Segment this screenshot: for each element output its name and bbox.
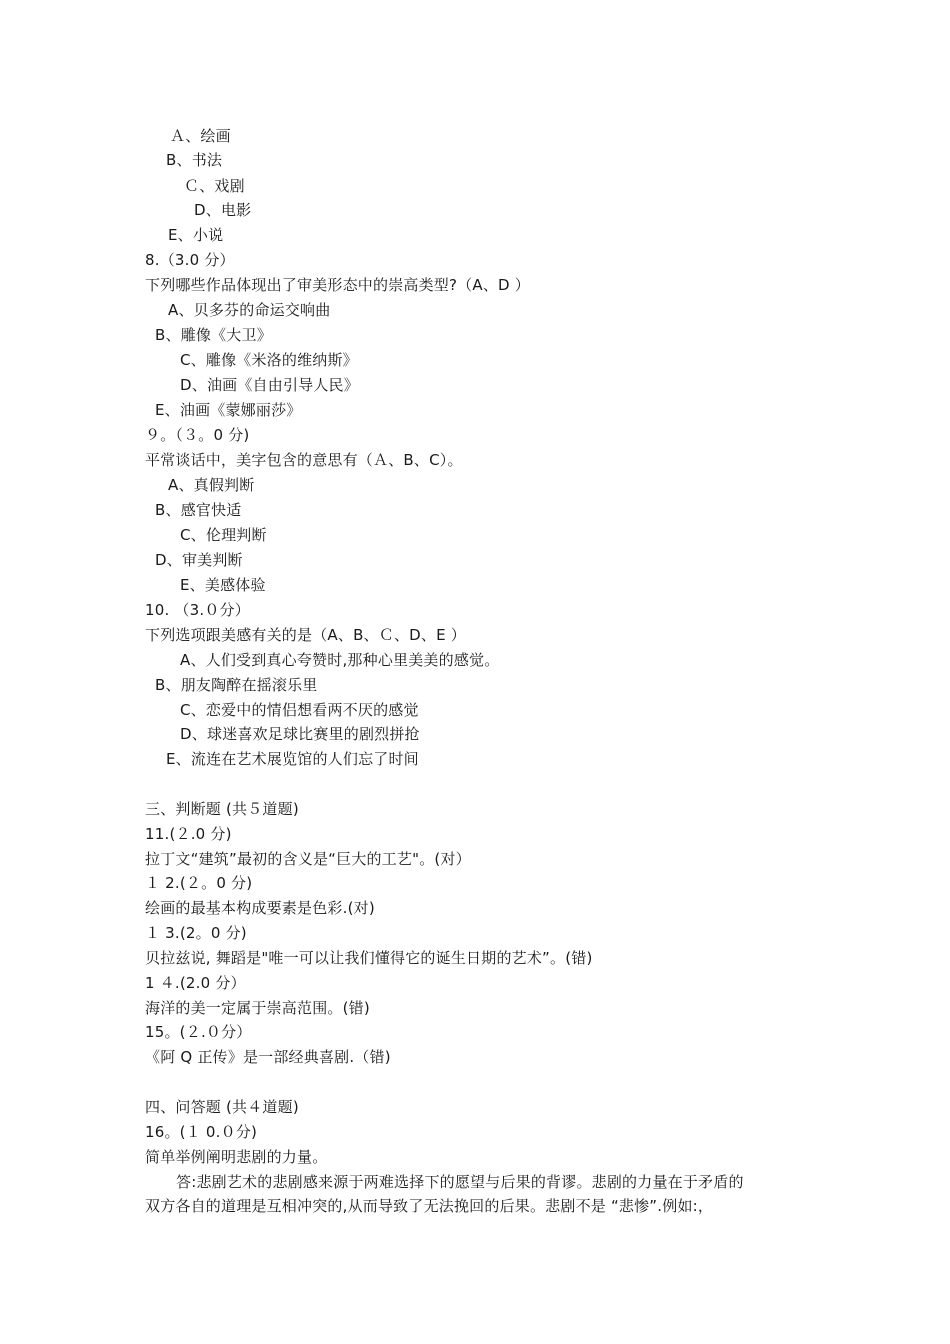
q13-statement: 贝拉兹说, 舞蹈是"唯一可以让我们懂得它的诞生日期的艺术”。(错) [145,949,593,967]
section-essay-heading: 四、问答题 (共４道题) [145,1098,299,1116]
q8-option-c: C、雕像《米洛的维纳斯》 [180,351,358,369]
q10-option-a: A、人们受到真心夸赞时,那种心里美美的感觉。 [180,651,500,669]
q8-option-b: B、雕像《大卫》 [155,326,272,344]
q9-option-d: D、审美判断 [155,551,243,569]
q13-header: １ 3.(2。0 分) [145,924,247,942]
q16-question: 简单举例阐明悲剧的力量。 [145,1148,328,1166]
q12-statement: 绘画的最基本构成要素是色彩.(对) [145,899,375,917]
q16-header: 16。(１ 0.０分) [145,1123,258,1141]
q14-header: 1 ４.(2.0 分） [145,974,246,992]
q9-question: 平常谈话中，美字包含的意思有（Ａ、B、C）。 [145,451,463,469]
q7-option-b: B、书法 [166,151,223,169]
q8-option-e: E、油画《蒙娜丽莎》 [155,401,302,419]
q10-option-e: E、流连在艺术展览馆的人们忘了时间 [166,750,419,768]
q12-header: １ 2.(２。0 分) [145,874,253,892]
q14-statement: 海洋的美一定属于崇高范围。(错) [145,999,370,1017]
q10-option-c: C、恋爱中的情侣想看两不厌的感觉 [180,701,419,719]
q7-option-e: E、小说 [168,226,224,244]
q10-header: 10. （3.０分） [145,601,250,619]
q16-answer-line-1: 答:悲剧艺术的悲剧感来源于两难选择下的愿望与后果的背谬。悲剧的力量在于矛盾的 [176,1173,744,1191]
q9-option-c: C、伦理判断 [180,526,267,544]
q8-option-d: D、油画《自由引导人民》 [180,376,359,394]
q9-option-b: B、感官快适 [155,501,242,519]
q10-question: 下列选项跟美感有关的是（A、B、Ｃ、D、E ） [145,626,466,644]
q10-option-d: D、球迷喜欢足球比赛里的剧烈拼抢 [180,725,420,743]
section-true-false-heading: 三、判断题 (共５道题) [145,800,299,818]
q7-option-a: Ａ、绘画 [170,127,231,145]
q15-statement: 《阿 Q 正传》是一部经典喜剧.（错) [145,1048,391,1066]
q7-option-c: Ｃ、戏剧 [184,177,245,195]
q8-header: 8.（3.0 分） [145,251,235,269]
q10-option-b: B、朋友陶醉在摇滚乐里 [155,676,318,694]
q11-statement: 拉丁文“建筑”最初的含义是“巨大的工艺"。(对） [145,850,471,868]
q9-option-a: A、真假判断 [168,476,255,494]
q9-option-e: E、美感体验 [180,576,266,594]
q15-header: 15。(２.０分） [145,1023,252,1041]
q11-header: 11.(２.0 分) [145,825,232,843]
q16-answer-line-2: 双方各自的道理是互相冲突的,从而导致了无法挽回的后果。悲剧不是 “悲惨”.例如:， [145,1197,714,1215]
q8-question: 下列哪些作品体现出了审美形态中的崇高类型?（A、D ） [145,276,530,294]
q7-option-d: D、电影 [194,201,252,219]
q8-option-a: A、贝多芬的命运交响曲 [168,301,331,319]
q9-header: ９。（３。0 分) [145,426,250,444]
